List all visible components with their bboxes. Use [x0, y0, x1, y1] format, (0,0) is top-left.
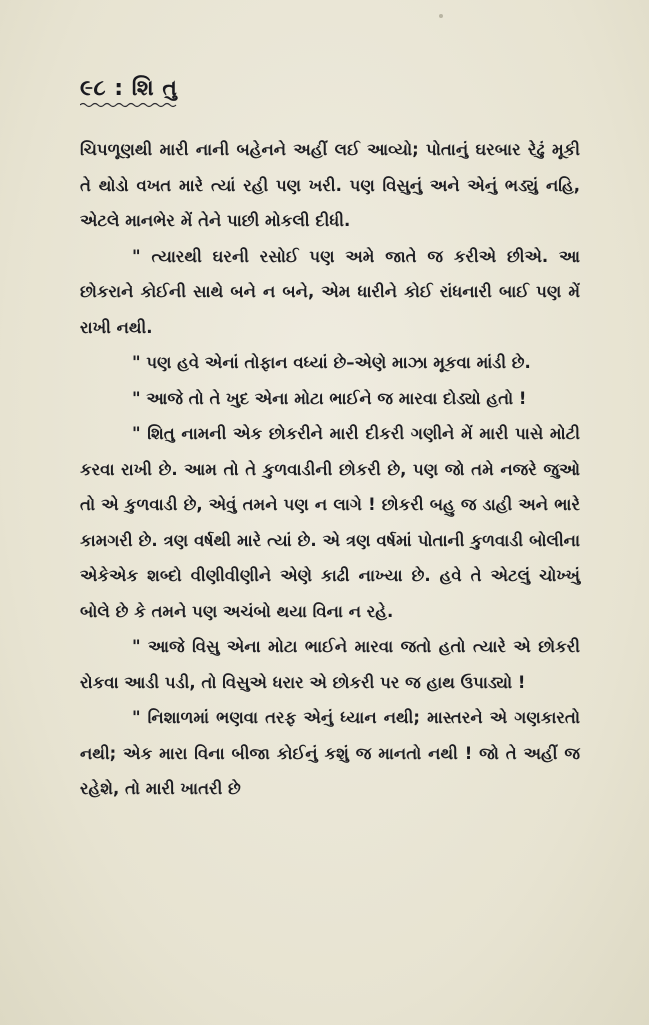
- paper-speck: [439, 14, 443, 18]
- paragraph: " શિતુ નામની એક છોકરીને મારી દીકરી ગણીને મેં મારી પાસે મોટી કરવા રાખી છે. આમ તો તે કુળવાડીની છોકરી છે, પણ જો તમે નજરે જુઓ તો એ કુળવાડી છે, એવું તમને પણ ન લાગે ! છોકરી બહુ જ ડાહી અને ભારે કામગરી છે. ત્રણ વર્ષથી મારે ત્યાં છે. એ ત્રણ વર્ષમાં પોતાની કુળવાડી બોલીના એકેએક શબ્દો વીણીવીણીને એણે કાઢી નાખ્યા છે. હવે તે એટલું ચોખ્ખું બોલે છે કે તમને પણ અચંબો થયા વિના ન રહે.: [80, 424, 580, 621]
- paragraph: " નિશાળમાં ભણવા તરફ એનું ધ્યાન નથી; માસ્તરને એ ગણકારતો નથી; એક મારા વિના બીજા કોઈનું કશું જ માનતો નથી ! જો તે અહીં જ રહેશે, તો મારી ખાતરી છે: [80, 708, 580, 798]
- paragraph: ચિપળૂણથી મારી નાની બહેનને અહીં લઈ આવ્યો; પોતાનું ઘરબાર રેઢું મૂકી તે થોડો વખત મારે ત્યાં રહી પણ ખરી. પણ વિસુનું અને એનું ભડ્યું નહિ, એટલે માનભેર મેં તેને પાછી મોકલી દીધી.: [80, 140, 580, 230]
- paragraph: " આજે તો તે ખુદ એના મોટા ભાઈને જ મારવા દોડ્યો હતો !: [132, 388, 527, 408]
- decorative-wavy-rule: [80, 102, 178, 108]
- paragraph: " ત્યારથી ઘરની રસોઈ પણ અમે જાતે જ કરીએ છીએ. આ છોકરાને કોઈની સાથે બને ન બને, એમ ધારીને કોઈ રાંધનારી બાઈ પણ મેં રાખી નથી.: [80, 246, 580, 337]
- body-text: [80, 132, 580, 807]
- paragraph: " પણ હવે એનાં તોફાન વધ્યાં છે–એણે માઝા મૂકવા માંડી છે.: [132, 353, 531, 372]
- page-header: ૯૮ : શિ તુ: [80, 76, 178, 101]
- paragraph: " આજે વિસુ એના મોટા ભાઈને મારવા જતો હતો ત્યારે એ છોકરી રોકવા આડી પડી, તો વિસુએ ધરાર એ છોકરી પર જ હાથ ઉપાડ્યો !: [80, 637, 580, 692]
